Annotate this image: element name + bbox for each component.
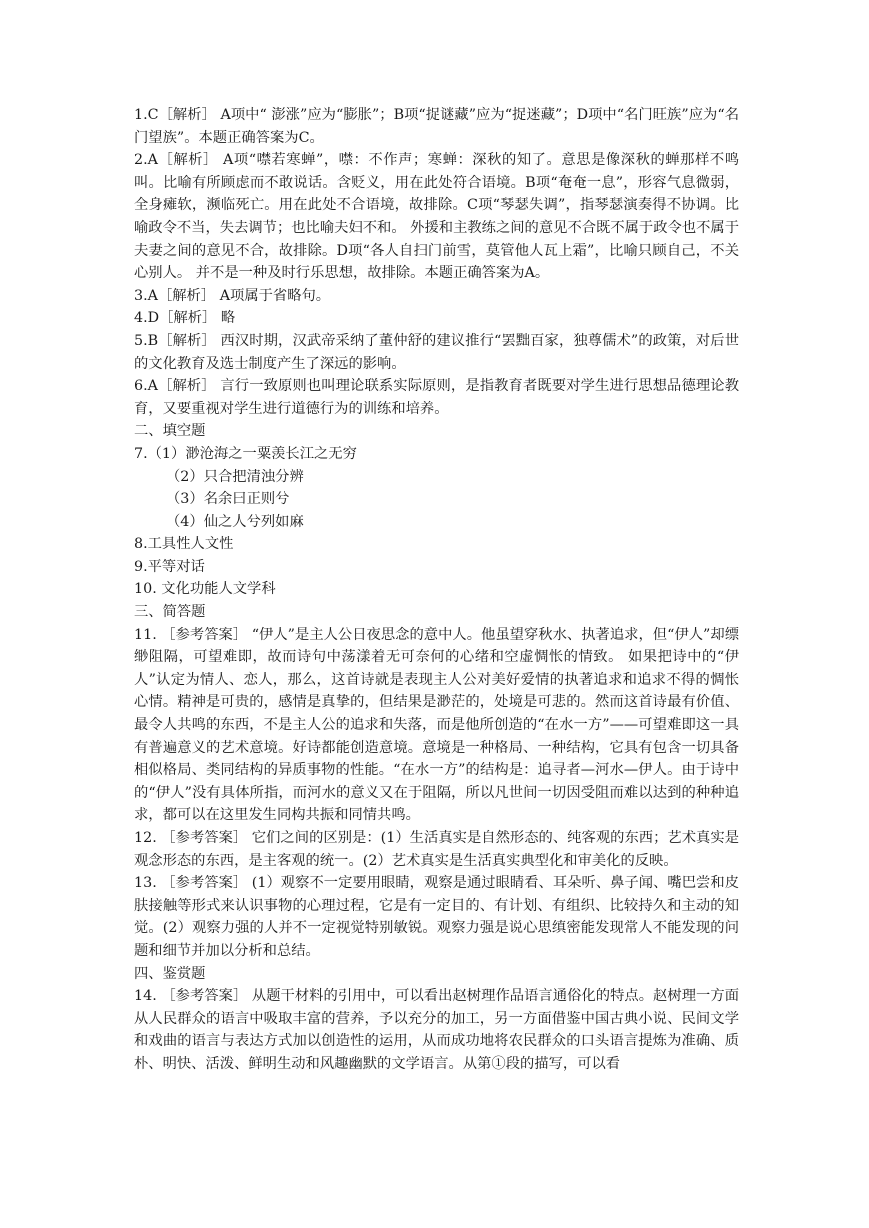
section-heading-appreciation: 四、鉴赏题: [134, 965, 206, 982]
answer-5: 5.B［解析］ 西汉时期，汉武帝采纳了董仲舒的建议推行“罢黜百家，独尊儒术”的政策，对后世的文化教育及选士制度产生了深远的影响。: [134, 332, 739, 372]
answer-3: 3.A［解析］ A项属于省略句。: [134, 287, 331, 304]
section-heading-fill-in: 二、填空题: [134, 423, 206, 440]
answer-6: 6.A［解析］ 言行一致原则也叫理论联系实际原则，是指教育者既要对学生进行思想品德理论教育，又要重视对学生进行道德行为的训练和培养。: [134, 378, 739, 417]
section-heading-short-answer: 三、简答题: [134, 604, 206, 621]
answer-13: 13. ［参考答案］ (1）观察不一定要用眼睛，观察是通过眼睛看、耳朵听、鼻子闻、嘴巴尝和皮肤接触等形式来认识事物的心理过程，它是有一定目的、有计划、有组织、比较持久和主动的知觉。(2）观察力强的人并不一定视觉特别敏锐。观察力强是说心思缜密能发现常人不能发现的问题和细节并加以分析和总结。: [134, 875, 739, 959]
answer-2: 2.A［解析］ A项“噤若寒蝉”，噤：不作声；寒蝉：深秋的知了。意思是像深秋的蝉那样不鸣叫。比喻有所顾虑而不敢说话。含贬义，用在此处符合语境。B项“奄奄一息”，形容气息微弱，全身瘫软，濒临死亡。用在此处不合语境，故排除。C项“琴瑟失调”，指琴瑟演奏得不协调。比喻政令不当，失去调节；也比喻夫妇不和。 外援和主教练之间的意见不合既不属于政令也不属于夫妻之间的意见不合，故排除。D项“各人自扫门前雪，莫管他人瓦上霜”，比喻只顾自己，不关心别人。 并不是一种及时行乐思想，故排除。本题正确答案为A。: [134, 152, 740, 282]
answer-1: 1.C［解析］ A项中“ 澎涨”应为“膨胀”；B项“捉谜藏”应为“捉迷藏”；D项中“名门旺族”应为“名门望族”。本题正确答案为C。: [134, 107, 739, 146]
answer-7-part-3: （3）名余曰正则兮: [166, 491, 290, 508]
answer-7-part-4: （4）仙之人兮列如麻: [166, 513, 304, 530]
answer-10: 10. 文化功能人文学科: [134, 581, 276, 598]
answer-8: 8.工具性人文性: [134, 536, 234, 553]
answer-14: 14. ［参考答案］ 从题干材料的引用中，可以看出赵树理作品语言通俗化的特点。赵树理一方面从人民群众的语言中吸取丰富的营养，予以充分的加工，另一方面借鉴中国古典小说、民间文学和戏曲的语言与表达方式加以创造性的运用，从而成功地将农民群众的口头语言提炼为准确、质朴、明快、活泼、鲜明生动和风趣幽默的文学语言。从第①段的描写，可以看: [134, 988, 739, 1072]
answer-11: 11. ［参考答案］ “伊人”是主人公日夜思念的意中人。他虽望穿秋水、执著追求，但“伊人”却缥缈阻隔，可望难即，故而诗句中荡漾着无可奈何的心绪和空虚惆怅的情致。 如果把诗中的“伊人”认定为情人、恋人，那么，这首诗就是表现主人公对美好爱情的执著追求和追求不得的惆怅心情。精神是可贵的，感情是真挚的，但结果是渺茫的，处境是可悲的。然而这首诗最有价值、最令人共鸣的东西，不是主人公的追求和失落，而是他所创造的“在水一方”——可望难即这一具有普遍意义的艺术意境。好诗都能创造意境。意境是一种格局、一种结构，它具有包含一切具备相似格局、类同结构的异质事物的性能。“在水一方”的结构是：追寻者—河水—伊人。由于诗中的“伊人”没有具体所指，而河水的意义又在于阻隔，所以凡世间一切因受阻而难以达到的种种追求，都可以在这里发生同构共振和同情共鸣。: [134, 626, 739, 824]
answer-7-part-2: （2）只合把清浊分辨: [166, 468, 304, 485]
answer-12: 12. ［参考答案］ 它们之间的区别是：(1）生活真实是自然形态的、纯客观的东西；艺术真实是观念形态的东西，是主客观的统一。(2）艺术真实是生活真实典型化和审美化的反映。: [134, 830, 739, 869]
answer-7-part-1: 7.（1）渺沧海之一粟羡长江之无穷: [134, 445, 357, 462]
answer-4: 4.D［解析］ 略: [134, 310, 236, 327]
answer-9: 9.平等对话: [134, 558, 205, 575]
